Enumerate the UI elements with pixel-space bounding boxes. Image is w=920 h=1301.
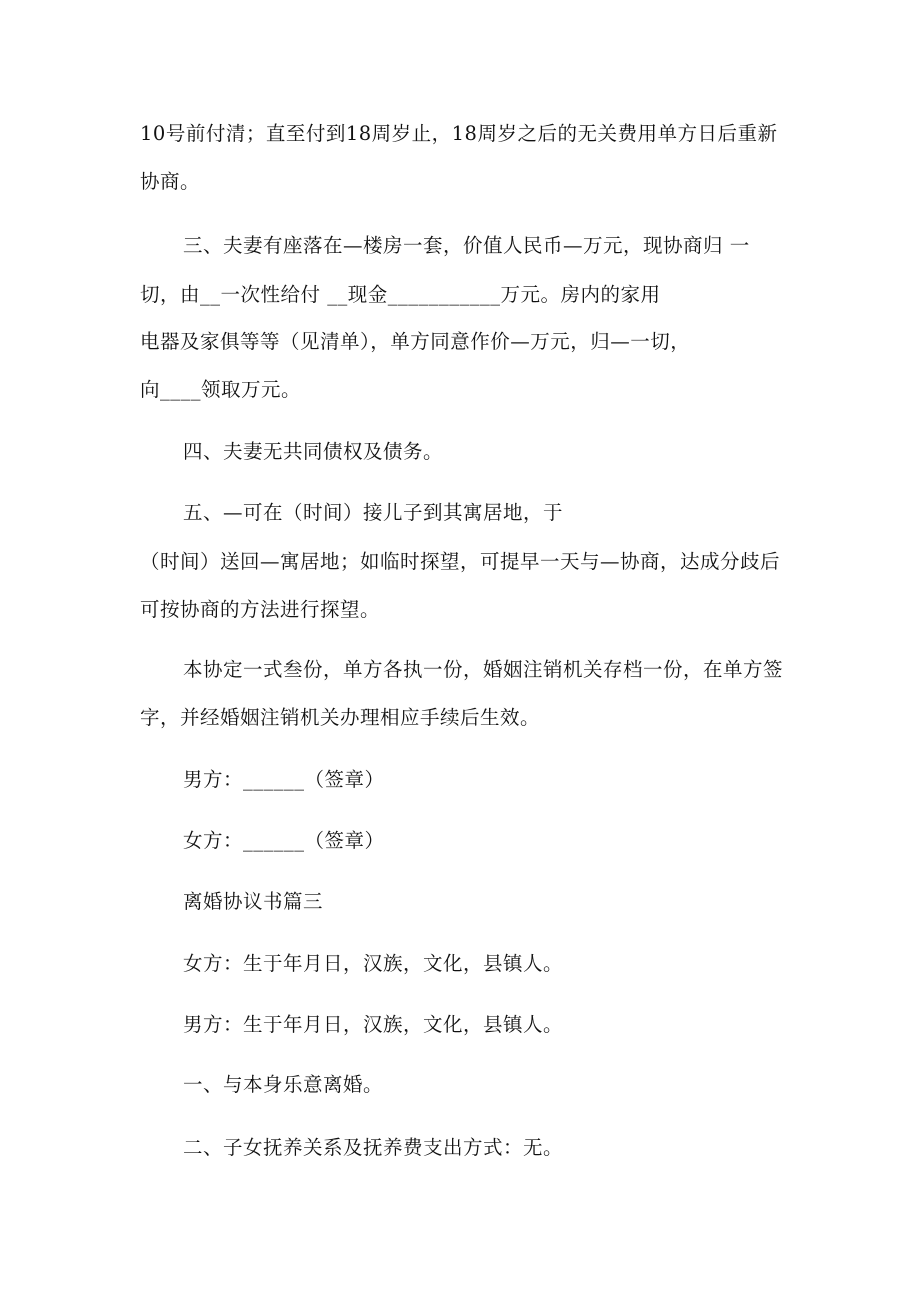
paragraph-line: 本协定一式叁份，单方各执一份，婚姻注销机关存档一份，在单方签 xyxy=(183,658,784,681)
paragraph-line: 协商。 xyxy=(140,170,201,193)
clause-line: 一、与本身乐意离婚。 xyxy=(183,1073,384,1096)
paragraph-line: （时间）送回—寓居地；如临时探望，可提早一天与—协商，达成分歧后 xyxy=(140,550,781,573)
paragraph-line: 可按协商的方法进行探望。 xyxy=(140,598,381,621)
signature-line-male: 男方：______（签章） xyxy=(183,768,385,791)
paragraph-line: 电器及家俱等等（见清单），单方同意作价—万元，归—一切， xyxy=(140,330,691,353)
paragraph-line: 四、夫妻无共同债权及债务。 xyxy=(183,440,444,463)
section-title: 离婚协议书篇三 xyxy=(183,890,324,913)
paragraph-line: 五、—可在（时间）接儿子到其寓居地，于 xyxy=(183,501,564,524)
paragraph-line: 向____领取万元。 xyxy=(140,378,302,401)
paragraph-line: 三、夫妻有座落在—楼房一套，价值人民币—万元，现协商归 一 xyxy=(183,234,750,257)
paragraph-line: 切，由__一次性给付 __现金___________万元。房内的家用 xyxy=(140,283,661,306)
paragraph-line: 字，并经婚姻注销机关办理相应手续后生效。 xyxy=(140,706,541,729)
paragraph-line: 10号前付清；直至付到18周岁止，18周岁之后的无关费用单方日后重新 xyxy=(140,122,778,145)
party-info-male: 男方：生于年月日，汉族，文化，县镇人。 xyxy=(183,1013,564,1036)
clause-line: 二、子女抚养关系及抚养费支出方式：无。 xyxy=(183,1136,564,1159)
signature-line-female: 女方：______（签章） xyxy=(183,829,385,852)
party-info-female: 女方：生于年月日，汉族，文化，县镇人。 xyxy=(183,952,564,975)
